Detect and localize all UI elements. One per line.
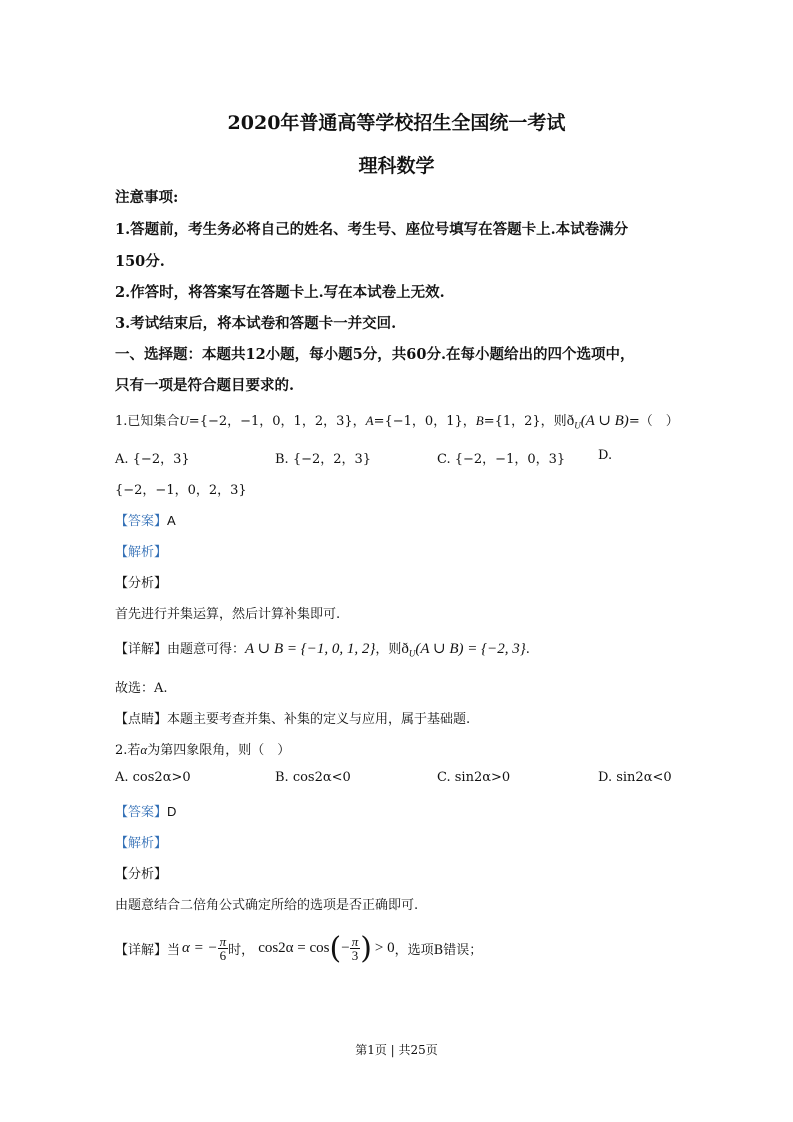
detail-text: ，则 (375, 642, 402, 657)
q2-answer (115, 801, 176, 820)
q1-answer (115, 510, 176, 529)
fraction-pi-over-6 (218, 935, 229, 962)
q1-option-d-value: {−2，−1，0，2，3} (115, 483, 247, 498)
complement-symbol: ð (566, 413, 575, 429)
q2-detail (115, 928, 482, 968)
section-heading-line-2: 只有一项是符合题目要求的. (115, 377, 295, 394)
q1-comment (115, 708, 470, 727)
q2-stem-part: 为第四象限角，则（ ） (147, 743, 291, 758)
complement-subscript: U (574, 420, 581, 431)
q2-option-a: A. cos2α>0 (115, 770, 191, 785)
q1-set-a: A (365, 413, 374, 428)
q2-option-b: B. cos2α<0 (275, 770, 351, 785)
comment-tag: 【点睛】 (115, 712, 168, 727)
note-item-1-line-2: 150分. (115, 253, 165, 270)
q1-option-b: B. {−2，2，3} (275, 452, 372, 467)
section-heading-line-1: 一、选择题：本题共12小题，每小题5分，共60分.在每小题给出的四个选项中， (115, 346, 635, 363)
q1-fenxi-tag: 【分析】 (115, 576, 168, 591)
answer-value: D (167, 804, 177, 819)
notes-heading: 注意事项: (115, 189, 179, 206)
complement-subscript: U (408, 648, 416, 659)
answer-tag: 【答案】 (115, 805, 168, 820)
question-1-stem (115, 410, 679, 431)
answer-tag: 【答案】 (115, 514, 168, 529)
right-paren: ) (360, 930, 372, 966)
detail-text: 由题意可得： (167, 642, 246, 657)
q2-stem-part: 2.若 (115, 743, 141, 758)
fraction-numerator: π (219, 933, 227, 949)
q2-fenxi-text: 由题意结合二倍角公式确定所给的选项是否正确即可. (115, 898, 419, 913)
answer-value: A (167, 513, 176, 528)
q2-option-d: D. sin2α<0 (598, 770, 672, 785)
union-result-expr: A ∪ B = {−1, 0, 1, 2} (245, 641, 376, 657)
q1-stem-part: ={1，2}，则 (483, 414, 567, 429)
q1-option-d-label: D. (598, 448, 613, 463)
q1-analysis-tag: 【解析】 (115, 545, 168, 560)
detail-text: 当 (167, 942, 181, 958)
q1-option-a: A. {−2，3} (115, 452, 190, 467)
q2-option-c: C. sin2α>0 (437, 770, 511, 785)
q1-stem-part: ={−2，−1，0，1，2，3}， (188, 414, 366, 429)
q1-fenxi-text: 首先进行并集运算，然后计算补集即可. (115, 607, 341, 622)
exam-title: 2020年普通高等学校招生全国统一考试 (227, 112, 566, 134)
question-2-stem (115, 739, 290, 758)
exam-subtitle: 理科数学 (358, 155, 435, 177)
q2-alpha: α (140, 742, 148, 757)
note-item-2: 2.作答时，将答案写在答题卡上.写在本试卷上无效. (115, 284, 445, 301)
minus-sign: − (341, 939, 350, 956)
q1-stem-part: ={−1，0，1}， (373, 414, 476, 429)
q1-set-u: U (179, 413, 189, 428)
q2-fenxi-tag: 【分析】 (115, 867, 168, 882)
detail-tag: 【详解】 (115, 942, 168, 958)
q1-stem-end: =（ ） (628, 414, 679, 429)
note-item-1-line-1: 1.答题前，考生务必将自己的姓名、考生号、座位号填写在答题卡上.本试卷满分 (115, 221, 629, 238)
left-paren: ( (329, 930, 342, 966)
complement-symbol: ð (401, 641, 409, 657)
q2-analysis-tag: 【解析】 (115, 836, 168, 851)
q1-stem-part: 1.已知集合 (115, 414, 180, 429)
q1-union-expr: (A ∪ B) (580, 413, 629, 429)
note-item-3: 3.考试结束后，将本试卷和答题卡一并交回. (115, 315, 397, 332)
inequality-expr: > 0 (374, 939, 395, 956)
detail-end: . (525, 642, 530, 657)
detail-text: 时， (228, 942, 255, 958)
fraction-denominator: 6 (219, 947, 227, 963)
detail-text: ，选项B错误； (394, 942, 483, 958)
q1-choice: 故选：A. (115, 681, 168, 696)
fraction-denominator: 3 (351, 947, 359, 963)
cos-expr: cos2α = cos (258, 939, 330, 956)
alpha-expr: α = − (182, 939, 218, 956)
comment-text: 本题主要考查并集、补集的定义与应用，属于基础题. (167, 712, 471, 727)
detail-tag: 【详解】 (115, 642, 168, 657)
fraction-pi-over-3 (350, 935, 361, 962)
q1-set-b: B (475, 413, 484, 428)
page-footer: 第1页 | 共25页 (355, 1043, 438, 1057)
q1-option-c: C. {−2，−1，0，3} (437, 452, 566, 467)
q1-detail (115, 638, 530, 659)
complement-result-expr: (A ∪ B) = {−2, 3} (415, 641, 526, 657)
fraction-numerator: π (351, 933, 359, 949)
